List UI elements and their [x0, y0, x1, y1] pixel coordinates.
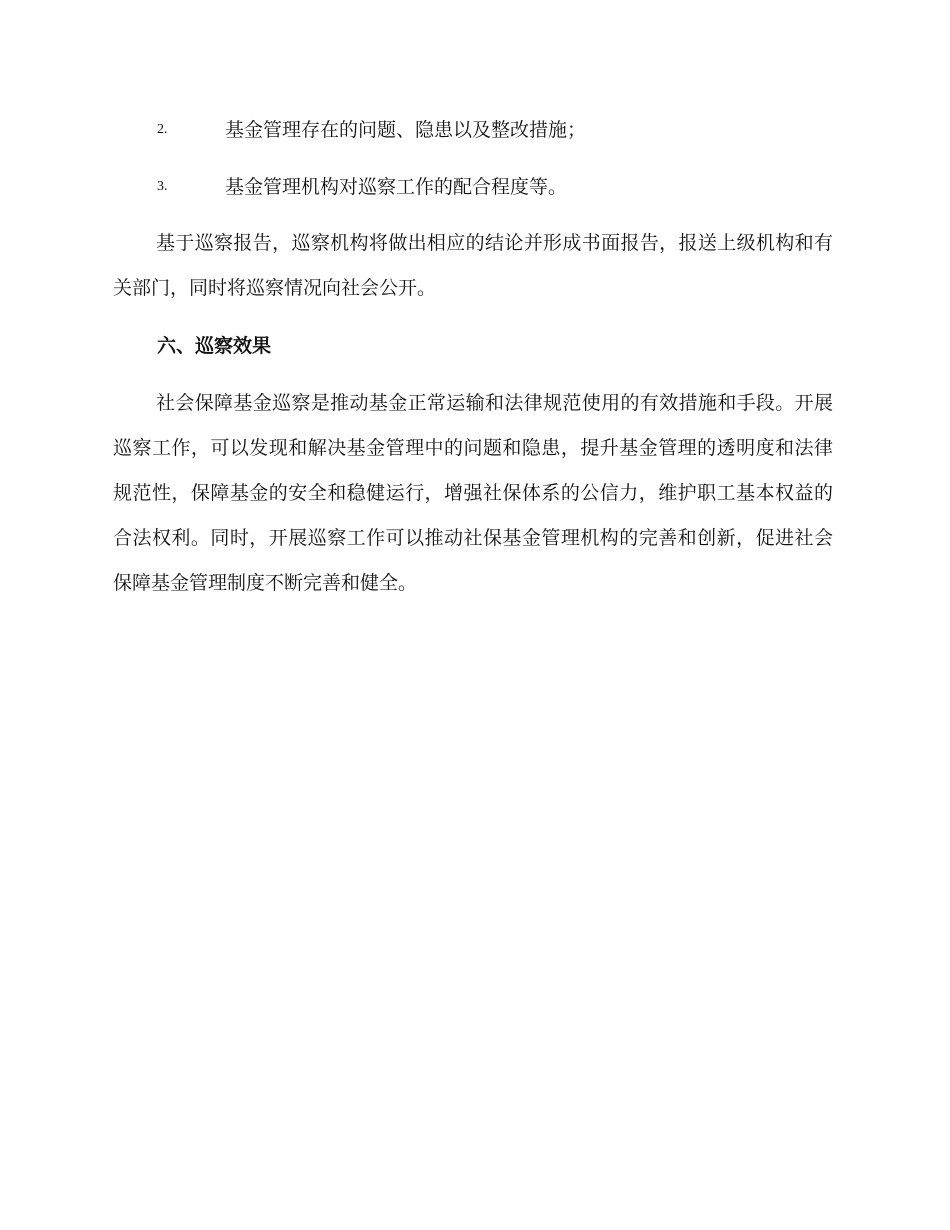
- list-text: 基金管理存在的问题、隐患以及整改措施；: [225, 119, 587, 141]
- list-number: 2.: [157, 122, 168, 137]
- list-number: 3.: [157, 179, 168, 194]
- list-item: [157, 172, 837, 202]
- list-item: [157, 115, 837, 145]
- section-heading: 六、巡察效果: [157, 335, 272, 357]
- report-paragraph: 基于巡察报告，巡察机构将做出相应的结论并形成书面报告，报送上级机构和有关部门，同时将巡察情况向社会公开。: [113, 232, 833, 299]
- effect-paragraph: 社会保障基金巡察是推动基金正常运输和法律规范使用的有效措施和手段。开展巡察工作，可以发现和解决基金管理中的问题和隐患，提升基金管理的透明度和法律规范性，保障基金的安全和稳健运行，增强社保体系的公信力，维护职工基本权益的合法权利。同时，开展巡察工作可以推动社保基金管理机构的完善和创新，促进社会保障基金管理制度不断完善和健全。: [113, 392, 833, 594]
- list-text: 基金管理机构对巡察工作的配合程度等。: [225, 176, 568, 198]
